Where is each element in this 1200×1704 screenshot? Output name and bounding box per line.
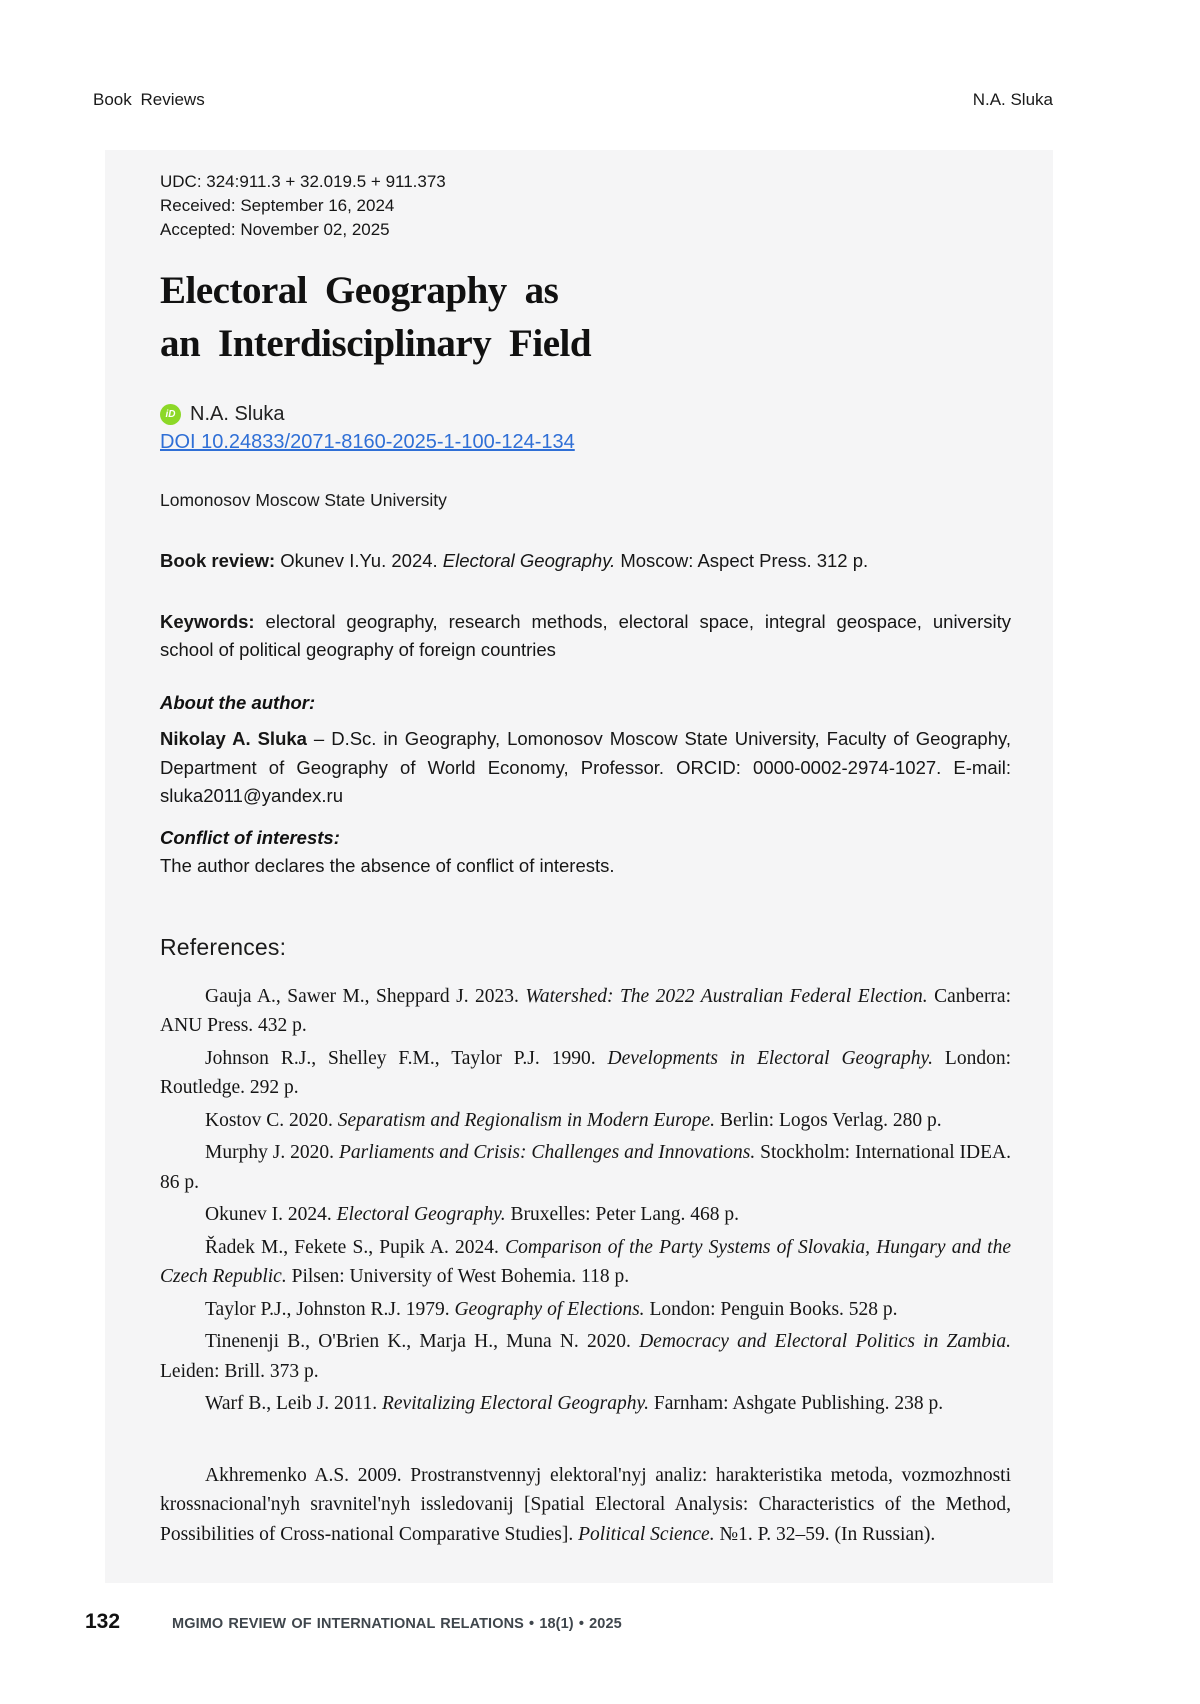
reference-entry: Kostov C. 2020. Separatism and Regionalism in Modern Europe. Berlin: Logos Verlag. 280 p. xyxy=(205,1109,942,1131)
journal-footer-line: MGIMO REVIEW OF INTERNATIONAL RELATIONS • 18(1) • 2025 xyxy=(172,1616,622,1632)
conflict-text: The author declares the absence of conflict of interests. xyxy=(160,854,615,876)
running-head-section: Book Reviews xyxy=(93,90,205,109)
reference-entry: Okunev I. 2024. Electoral Geography. Bruxelles: Peter Lang. 468 p. xyxy=(205,1204,739,1225)
page-number: 132 xyxy=(85,1610,121,1633)
reference-entry: Gauja A., Sawer M., Sheppard J. 2023. Watershed: The 2022 Australian Federal Election. Canberra: ANU Press. 432 p. xyxy=(160,985,1011,1036)
conflict-heading: Conflict of interests: xyxy=(160,826,340,848)
page-footer xyxy=(85,1610,622,1634)
reference-entry: Warf B., Leib J. 2011. Revitalizing Electoral Geography. Farnham: Ashgate Publishing. 238 p. xyxy=(205,1393,944,1414)
author-name: N.A. Sluka xyxy=(190,403,285,425)
udc-block xyxy=(160,170,1011,242)
reference-entry: Řadek M., Fekete S., Pupik A. 2024. Comparison of the Party Systems of Slovakia, Hungary and the Czech Republic. Pilsen: University of West Bohemia. 118 p. xyxy=(160,1236,1011,1287)
book-review-line: Book review: Okunev I.Yu. 2024. Electoral Geography. Moscow: Aspect Press. 312 p. xyxy=(160,550,869,571)
orcid-icon[interactable]: iD xyxy=(160,404,181,425)
doi-link[interactable]: DOI 10.24833/2071-8160-2025-1-100-124-134 xyxy=(160,431,575,453)
accepted-line: Accepted: November 02, 2025 xyxy=(160,220,390,239)
affiliation: Lomonosov Moscow State University xyxy=(160,490,447,510)
reference-entry: Johnson R.J., Shelley F.M., Taylor P.J. 1990. Developments in Electoral Geography. London: Routledge. 292 p. xyxy=(160,1047,1011,1098)
author-row xyxy=(160,403,1011,426)
udc-line: UDC: 324:911.3 + 32.019.5 + 911.373 xyxy=(160,172,446,191)
article-panel xyxy=(105,150,1053,1583)
keywords-paragraph: Keywords: electoral geography, research methods, electoral space, integral geospace, university school of political geography of foreign countries xyxy=(160,611,1012,660)
references-heading: References: xyxy=(160,933,287,960)
running-head-author: N.A. Sluka xyxy=(972,90,1053,109)
running-head xyxy=(93,90,1053,110)
article-title: Electoral Geography as an Interdisciplinary Field xyxy=(160,269,592,365)
doi-line xyxy=(160,431,1011,454)
references-list xyxy=(160,982,1011,1550)
reference-entry: Akhremenko A.S. 2009. Prostranstvennyj elektoral'nyj analiz: harakteristika metoda, vozmozhnosti krossnacional'nyh sravnitel'nyh issledovanij [Spatial Electoral Analysis: Characteristics of the Method, Possibilities of Cross-national Comparative Studies]. Political Science. №1. P. 32–59. (In Russian). xyxy=(160,1464,1011,1545)
received-line: Received: September 16, 2024 xyxy=(160,196,395,215)
author-bio: Nikolay A. Sluka – D.Sc. in Geography, Lomonosov Moscow State University, Faculty of Geography, Department of Geography of World Economy, Professor. ORCID: 0000-0002-2974-1027. E-mail: sluka2011@yandex.ru xyxy=(160,728,1011,806)
reference-entry: Murphy J. 2020. Parliaments and Crisis: Challenges and Innovations. Stockholm: International IDEA. 86 p. xyxy=(160,1142,1012,1193)
about-author-heading: About the author: xyxy=(160,692,316,713)
reference-entry: Tinenenji B., O'Brien K., Marja H., Muna N. 2020. Democracy and Electoral Politics in Zambia. Leiden: Brill. 373 p. xyxy=(160,1331,1012,1382)
reference-entry: Taylor P.J., Johnston R.J. 1979. Geography of Elections. London: Penguin Books. 528 p. xyxy=(205,1298,898,1320)
